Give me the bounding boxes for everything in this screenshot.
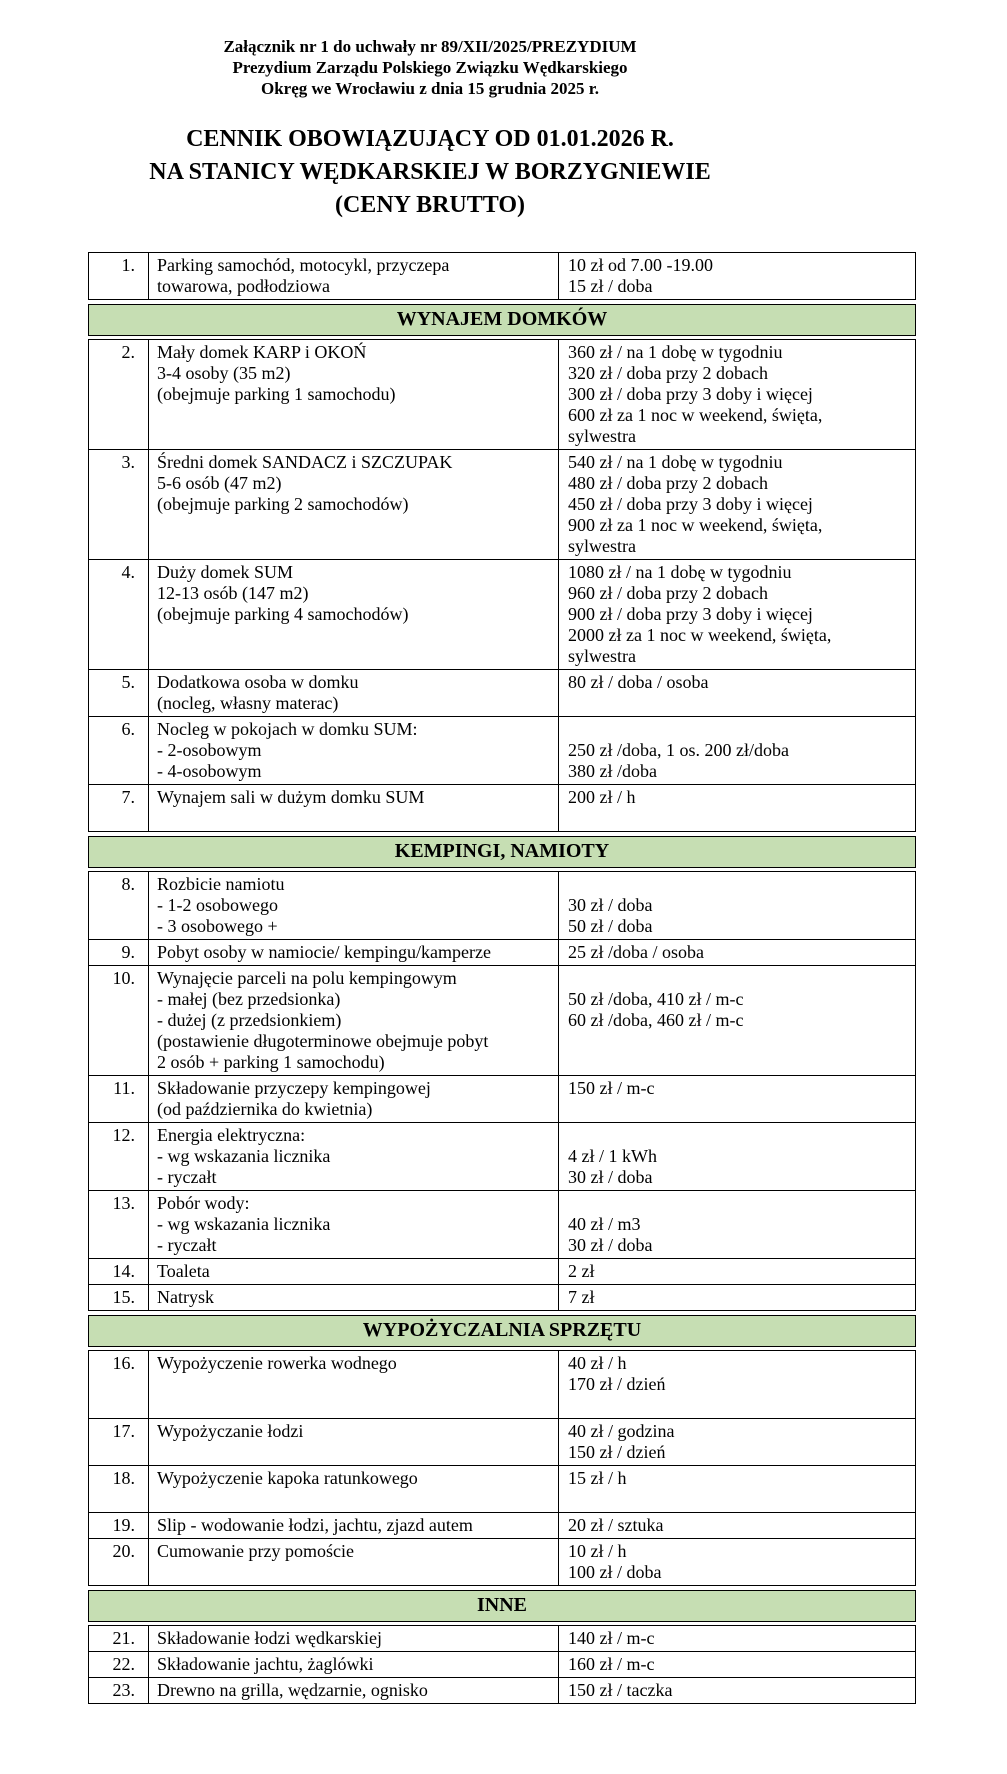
- row-number: 15.: [89, 1285, 149, 1310]
- table-row: [88, 1350, 916, 1419]
- row-description: Mały domek KARP i OKOŃ 3-4 osoby (35 m2) (obejmuje parking 1 samochodu): [149, 340, 559, 449]
- row-number: 18.: [89, 1466, 149, 1512]
- section-header: [88, 836, 916, 868]
- row-number: 17.: [89, 1419, 149, 1465]
- row-price: 40 zł / h 170 zł / dzień: [568, 1353, 666, 1394]
- row-number: 3.: [89, 450, 149, 559]
- row-description: Wypożyczanie łodzi: [149, 1419, 559, 1465]
- row-price: 7 zł: [568, 1287, 595, 1307]
- row-description: Średni domek SANDACZ i SZCZUPAK 5-6 osób (47 m2) (obejmuje parking 2 samochodów): [149, 450, 559, 559]
- row-price: 40 zł / godzina 150 zł / dzień: [568, 1421, 675, 1462]
- row-description: Rozbicie namiotu - 1-2 osobowego - 3 osobowego +: [149, 872, 559, 939]
- section-label: WYPOŻYCZALNIA SPRZĘTU: [362, 1319, 642, 1341]
- table-row: [88, 1122, 916, 1191]
- title-line-2: NA STANICY WĘDKARSKIEJ W BORZYGNIEWIE: [149, 159, 711, 185]
- row-description: Toaleta: [149, 1259, 559, 1284]
- row-price: 150 zł / m-c: [568, 1078, 655, 1098]
- row-description: Energia elektryczna: - wg wskazania licznika - ryczałt: [149, 1123, 559, 1190]
- row-description: Składowanie łodzi wędkarskiej: [149, 1626, 559, 1651]
- row-price: 150 zł / taczka: [568, 1680, 673, 1700]
- row-description: Cumowanie przy pomoście: [149, 1539, 559, 1585]
- section-label: KEMPINGI, NAMIOTY: [394, 840, 610, 862]
- table-row: [88, 559, 916, 670]
- document-header: [0, 0, 860, 99]
- row-price: 10 zł od 7.00 -19.00 15 zł / doba: [568, 255, 713, 296]
- row-number: 5.: [89, 670, 149, 716]
- row-number: 9.: [89, 940, 149, 965]
- row-number: 1.: [89, 253, 149, 299]
- section-label: WYNAJEM DOMKÓW: [396, 308, 608, 330]
- header-line-3: Okręg we Wrocławiu z dnia 15 grudnia 2025 r.: [261, 79, 599, 98]
- row-price: 20 zł / sztuka: [568, 1515, 664, 1535]
- section-header: [88, 1315, 916, 1347]
- row-description: Dodatkowa osoba w domku (nocleg, własny materac): [149, 670, 559, 716]
- row-number: 10.: [89, 966, 149, 1075]
- page-title: [0, 123, 860, 222]
- row-price: 2 zł: [568, 1261, 595, 1281]
- row-number: 19.: [89, 1513, 149, 1538]
- title-line-1: CENNIK OBOWIĄZUJĄCY OD 01.01.2026 R.: [186, 126, 674, 152]
- row-description: Natrysk: [149, 1285, 559, 1310]
- table-row: [88, 1418, 916, 1466]
- row-description: Wypożyczenie kapoka ratunkowego: [149, 1466, 559, 1512]
- row-number: 21.: [89, 1626, 149, 1651]
- row-number: 4.: [89, 560, 149, 669]
- table-row: [88, 1258, 916, 1285]
- table-row: [88, 1075, 916, 1123]
- row-price: 250 zł /doba, 1 os. 200 zł/doba 380 zł /doba: [568, 740, 789, 781]
- row-description: Slip - wodowanie łodzi, jachtu, zjazd autem: [149, 1513, 559, 1538]
- title-line-3: (CENY BRUTTO): [334, 192, 526, 218]
- row-number: 11.: [89, 1076, 149, 1122]
- table-row: [88, 1512, 916, 1539]
- row-price: 25 zł /doba / osoba: [568, 942, 704, 962]
- row-description: Wynajęcie parceli na polu kempingowym - małej (bez przedsionka) - dużej (z przedsionkiem) (postawienie długoterminowe obejmuje pobyt 2 osób + parking 1 samochodu): [149, 966, 559, 1075]
- table-row: [88, 871, 916, 940]
- header-line-1: Załącznik nr 1 do uchwały nr 89/XII/2025/PREZYDIUM: [223, 37, 637, 56]
- table-row: [88, 1538, 916, 1586]
- row-price: 4 zł / 1 kWh 30 zł / doba: [568, 1146, 657, 1187]
- table-row: [88, 1190, 916, 1259]
- table-row: [88, 716, 916, 785]
- row-price: 360 zł / na 1 dobę w tygodniu 320 zł / doba przy 2 dobach 300 zł / doba przy 3 doby i więcej 600 zł za 1 noc w weekend, święta, sylwestra: [568, 342, 823, 446]
- row-description: Wynajem sali w dużym domku SUM: [149, 785, 559, 831]
- header-line-2: Prezydium Zarządu Polskiego Związku Wędkarskiego: [232, 58, 628, 77]
- row-number: 16.: [89, 1351, 149, 1418]
- row-number: 7.: [89, 785, 149, 831]
- section-header: [88, 304, 916, 336]
- row-price: 140 zł / m-c: [568, 1628, 655, 1648]
- table-row: [88, 252, 916, 300]
- table-row: [88, 1651, 916, 1678]
- row-number: 13.: [89, 1191, 149, 1258]
- row-number: 12.: [89, 1123, 149, 1190]
- row-number: 14.: [89, 1259, 149, 1284]
- table-row: [88, 449, 916, 560]
- row-description: Drewno na grilla, wędzarnie, ognisko: [149, 1678, 559, 1703]
- row-price: 200 zł / h: [568, 787, 636, 807]
- row-price: 1080 zł / na 1 dobę w tygodniu 960 zł / doba przy 2 dobach 900 zł / doba przy 3 doby i więcej 2000 zł za 1 noc w weekend, święta, sylwestra: [568, 562, 832, 666]
- row-number: 8.: [89, 872, 149, 939]
- row-number: 22.: [89, 1652, 149, 1677]
- row-price: 40 zł / m3 30 zł / doba: [568, 1214, 653, 1255]
- row-number: 2.: [89, 340, 149, 449]
- section-header: [88, 1590, 916, 1622]
- row-price: 540 zł / na 1 dobę w tygodniu 480 zł / doba przy 2 dobach 450 zł / doba przy 3 doby i więcej 900 zł za 1 noc w weekend, święta, sylwestra: [568, 452, 823, 556]
- row-number: 20.: [89, 1539, 149, 1585]
- price-table: [88, 252, 916, 1704]
- table-row: [88, 669, 916, 717]
- row-price: 10 zł / h 100 zł / doba: [568, 1541, 662, 1582]
- table-row: [88, 939, 916, 966]
- row-description: Składowanie przyczepy kempingowej (od października do kwietnia): [149, 1076, 559, 1122]
- row-description: Pobór wody: - wg wskazania licznika - ryczałt: [149, 1191, 559, 1258]
- row-price: 160 zł / m-c: [568, 1654, 655, 1674]
- row-description: Składowanie jachtu, żaglówki: [149, 1652, 559, 1677]
- table-row: [88, 339, 916, 450]
- row-description: Wypożyczenie rowerka wodnego: [149, 1351, 559, 1418]
- row-number: 6.: [89, 717, 149, 784]
- table-row: [88, 1284, 916, 1311]
- row-price: 50 zł /doba, 410 zł / m-c 60 zł /doba, 460 zł / m-c: [568, 989, 744, 1030]
- row-description: Parking samochód, motocykl, przyczepa towarowa, podłodziowa: [149, 253, 559, 299]
- table-row: [88, 965, 916, 1076]
- row-price: 30 zł / doba 50 zł / doba: [568, 895, 653, 936]
- row-description: Duży domek SUM 12-13 osób (147 m2) (obejmuje parking 4 samochodów): [149, 560, 559, 669]
- section-label: INNE: [476, 1594, 527, 1616]
- row-description: Nocleg w pokojach w domku SUM: - 2-osobowym - 4-osobowym: [149, 717, 559, 784]
- row-number: 23.: [89, 1678, 149, 1703]
- table-row: [88, 1465, 916, 1513]
- row-price: 15 zł / h: [568, 1468, 627, 1488]
- table-row: [88, 784, 916, 832]
- row-price: 80 zł / doba / osoba: [568, 672, 709, 692]
- table-row: [88, 1677, 916, 1704]
- row-description: Pobyt osoby w namiocie/ kempingu/kamperze: [149, 940, 559, 965]
- table-row: [88, 1625, 916, 1652]
